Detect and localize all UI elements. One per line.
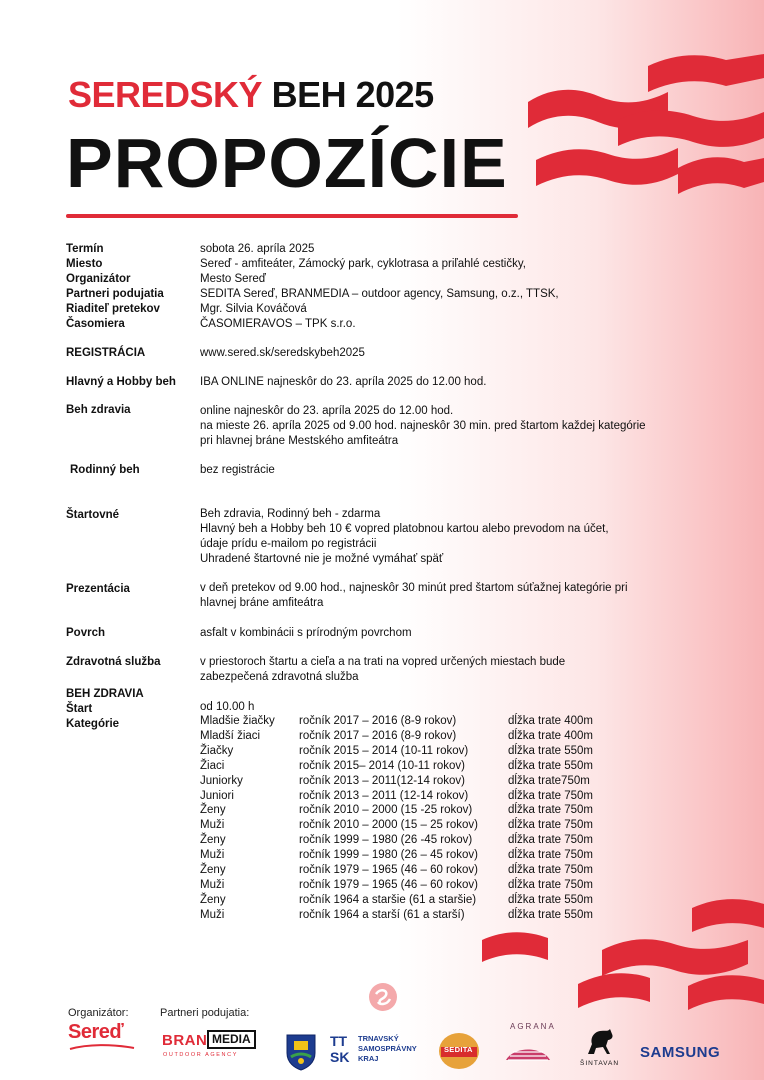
category-name: Muži [200,878,225,891]
info-value: Sereď - amfiteáter, Zámocký park, cyklotrasa a priľahlé cestičky, [200,258,526,270]
beh-zdravia-heading: BEH ZDRAVIA [66,688,144,700]
section-text: pri hlavnej bráne Mestského amfiteátra [200,435,399,447]
category-year: ročník 1979 – 1965 (46 – 60 rokov) [299,864,479,876]
start-value: od 10.00 h [200,701,255,713]
category-name: Žiačky [200,744,234,757]
category-distance: dĺžka trate 750m [508,878,594,891]
section-text: na mieste 26. apríla 2025 od 9.00 hod. najneskôr 30 min. pred štartom každej kategórie [200,420,646,432]
event-title [68,74,434,116]
wave-stripe [536,148,678,186]
categories-label: Kategórie [66,718,120,730]
category-distance: dĺžka trate 750m [508,819,594,832]
category-year: ročník 2017 – 2016 (8-9 rokov) [299,729,457,742]
category-name: Mladší žiaci [200,729,261,742]
registration-link[interactable]: www.sered.sk/seredskybeh2025 [200,347,365,359]
category-distance: dĺžka trate 750m [508,864,594,876]
info-label: Partneri podujatia [66,288,164,300]
category-name: Mladšie žiačky [200,715,275,727]
start-label: Štart [66,703,93,715]
category-year: ročník 1999 – 1980 (26 -45 rokov) [299,834,473,847]
coat-of-arms-icon [285,1033,317,1071]
category-year: ročník 2015 – 2014 (10-11 rokov) [299,744,469,757]
section-text: online najneskôr do 23. apríla 2025 do 12.00 hod. [200,405,454,417]
event-title-black: BEH 2025 [271,74,434,115]
category-name: Muži [200,819,225,832]
sintavan-logo: ŠINTAVAN [580,1060,620,1067]
category-name: Ženy [200,893,226,906]
category-year: ročník 1979 – 1965 (46 – 60 rokov) [299,878,479,891]
category-year: ročník 2017 – 2016 (8-9 rokov) [299,715,457,727]
samsung-logo: SAMSUNG [640,1044,721,1061]
title-divider [66,214,518,218]
category-name: Juniorky [200,774,243,787]
category-name: Ženy [200,804,226,817]
info-label: Riaditeľ pretekov [66,303,160,315]
section-text: Uhradené štartovné nie je možné vymáhať späť [200,553,444,565]
branmedia-logo-bran: BRAN [162,1032,208,1049]
event-title-red: SEREDSKÝ [68,74,263,115]
section-text: v deň pretekov od 9.00 hod., najneskôr 30 minút pred štartom súťažnej kategórie pri [200,582,628,594]
category-distance: dĺžka trate 750m [508,849,594,862]
category-distance: dĺžka trate 750m [508,789,594,802]
section-text: Hlavný beh a Hobby beh 10 € vopred platobnou kartou alebo prevodom na účet, [200,523,609,535]
info-value: Mgr. Silvia Kováčová [200,303,307,315]
partners-label: Partneri podujatia: [160,1007,250,1019]
category-year: ročník 2015– 2014 (10-11 rokov) [299,759,465,772]
category-year: ročník 1999 – 1980 (26 – 45 rokov) [299,849,479,862]
category-year: ročník 2013 – 2011 (12-14 rokov) [299,789,469,802]
category-distance: dĺžka trate 400m [508,729,594,742]
decorative-waves-top [528,50,764,200]
info-value: sobota 26. apríla 2025 [200,243,315,255]
category-distance: dĺžka trate 750m [508,804,594,817]
wave-stripe [618,110,764,147]
section-text: bez registrácie [200,464,275,476]
info-value: SEDITA Sereď, BRANMEDIA – outdoor agency, Samsung, o.z., TTSK, [200,288,559,300]
section-label-startovne: Štartovné [66,509,120,521]
branmedia-logo-media: MEDIA [207,1030,256,1049]
info-value: Mesto Sereď [200,273,266,285]
ttsk-logo-tt: TT [330,1033,348,1049]
info-label: Termín [66,243,104,255]
wave-stripe [678,157,764,194]
info-label: Časomiera [66,318,125,330]
category-name: Muži [200,908,225,921]
wave-stripe [482,932,548,962]
wave-stripe [578,973,650,1008]
sedita-logo: SEDITA [444,1045,473,1054]
section-label-povrch: Povrch [66,627,105,639]
category-year: ročník 1964 a staršie (61 a staršie) [299,893,477,906]
agrana-logo: AGRANA [510,1022,556,1031]
wave-stripe [688,975,764,1010]
section-label-prezentacia: Prezentácia [66,583,130,595]
sered-mark-icon [368,982,398,1012]
section-text: zabezpečená zdravotná služba [200,671,359,683]
category-year: ročník 2010 – 2000 (15 -25 rokov) [299,804,473,817]
category-distance: dĺžka trate 550m [508,759,594,772]
branmedia-logo-sub: OUTDOOR AGENCY [163,1052,238,1058]
section-label-rodinny-beh: Rodinný beh [70,464,140,476]
info-label: Miesto [66,258,103,270]
organizer-label: Organizátor: [68,1007,129,1019]
section-text: hlavnej bráne amfiteátra [200,597,324,609]
section-label-zdravotna-sluzba: Zdravotná služba [66,656,161,668]
section-text: asfalt v kombinácii s prírodným povrchom [200,627,412,639]
category-distance: dĺžka trate 550m [508,893,594,906]
section-label-registracia: REGISTRÁCIA [66,347,146,359]
horse-icon [582,1026,618,1058]
category-year: ročník 2010 – 2000 (15 – 25 rokov) [299,819,479,832]
category-year: ročník 1964 a starší (61 a starší) [299,908,465,921]
category-name: Ženy [200,864,226,876]
wave-stripe [602,939,748,976]
section-text: IBA ONLINE najneskôr do 23. apríla 2025 do 12.00 hod. [200,376,487,388]
category-name: Muži [200,849,225,862]
info-label: Organizátor [66,273,131,285]
category-distance: dĺžka trate 550m [508,744,594,757]
ttsk-logo-sk: SK [330,1049,350,1065]
category-distance: dĺžka trate 400m [508,715,594,727]
category-name: Juniori [200,789,234,802]
section-text: údaje prídu e-mailom po registrácii [200,538,377,550]
section-label-hlavny-beh: Hlavný a Hobby beh [66,376,176,388]
ttsk-logo-text: TRNAVSKÝ SAMOSPRÁVNY KRAJ [358,1034,417,1063]
sered-logo: Sereď [68,1021,124,1043]
section-text: Beh zdravia, Rodinný beh - zdarma [200,508,381,520]
category-distance: dĺžka trate 750m [508,834,594,847]
category-year: ročník 2013 – 2011(12-14 rokov) [299,774,465,787]
wave-stripe [692,899,764,932]
category-distance: dĺžka trate 550m [508,908,594,921]
category-distance: dĺžka trate750m [508,774,590,787]
wave-stripe [648,54,764,92]
category-name: Ženy [200,834,226,847]
section-label-beh-zdravia: Beh zdravia [66,404,131,416]
page-title: PROPOZÍCIE [66,124,508,202]
sered-logo-swoosh-icon [68,1044,136,1052]
section-text: v priestoroch štartu a cieľa a na trati na vopred určených miestach bude [200,656,566,668]
info-value: ČASOMIERAVOS – TPK s.r.o. [200,318,356,330]
category-name: Žiaci [200,759,225,772]
